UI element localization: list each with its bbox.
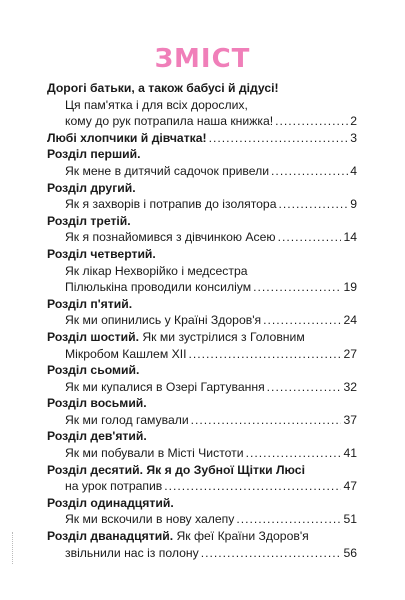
toc-entry-heading: Розділ шостий. (47, 329, 139, 344)
toc-entry-heading-line (47, 329, 357, 346)
toc-entry-heading: Розділ перший. (47, 147, 141, 162)
toc-entry-parents[interactable] (47, 80, 357, 130)
leader-dots (246, 445, 342, 462)
page-number: 32 (343, 379, 357, 394)
toc-entry-heading: Розділ одинадцятий. (47, 495, 174, 510)
toc-entry-text: Ця пам'ятка і для всіх дорослих, (65, 97, 248, 112)
toc-entry-heading: Розділ другий. (47, 180, 136, 195)
toc-entry-text: Як ми вскочили в нову халепу (65, 512, 235, 527)
toc-entry-chapter-10[interactable] (47, 462, 357, 495)
toc-entry-last-line (47, 279, 357, 296)
leader-dots (275, 113, 348, 130)
toc-entry-chapter-3[interactable] (47, 213, 357, 246)
page-number: 27 (343, 346, 357, 361)
toc-entry-text: кому до рук потрапила наша книжка! (65, 114, 274, 129)
toc-entry-chapter-7[interactable] (47, 362, 357, 395)
toc-entry-last-line (47, 545, 357, 562)
toc-entry-chapter-9[interactable] (47, 428, 357, 461)
toc-entry-heading: Розділ восьмий. (47, 396, 147, 411)
leader-dots (278, 196, 348, 213)
toc-entry-heading: Розділ десятий. Як я до Зубної Щітки Люсі (47, 462, 305, 477)
toc-entry-last-line (47, 412, 357, 429)
toc-entry-last-line (47, 445, 357, 462)
page-number: 37 (343, 412, 357, 427)
toc-entry-heading: Розділ четвертий. (47, 246, 156, 261)
page-number: 9 (350, 197, 357, 212)
page-number: 51 (343, 512, 357, 527)
toc-entry-text: Як ми голод гамували (65, 412, 189, 427)
toc-entry-last-line (47, 163, 357, 180)
leader-dots (278, 229, 342, 246)
toc-entry-heading-line (47, 528, 357, 545)
toc-entry-text: Пілюлькіна проводили консиліум (65, 280, 252, 295)
toc-entry-text: Як я захворів і потрапив до ізолятора (65, 197, 277, 212)
page-number: 56 (343, 545, 357, 560)
page-number: 47 (343, 479, 357, 494)
toc-entry-text: Як лікар Нехворійко і медсестра (65, 263, 248, 278)
leader-dots (253, 279, 341, 296)
page-number: 14 (343, 230, 357, 245)
leader-dots (263, 312, 341, 329)
toc-entry-text: Як ми побували в Місті Чистоти (65, 446, 244, 461)
page-number: 2 (350, 114, 357, 129)
page-number: 24 (343, 313, 357, 328)
toc-entry-heading: Розділ сьомий. (47, 363, 140, 378)
leader-dots (201, 545, 342, 562)
toc-entry-text: Як ми опинились у Країні Здоров'я (65, 313, 262, 328)
toc-entry-heading: Любі хлопчики й дівчатка! (47, 130, 207, 145)
toc-entry-text: на урок потрапив (65, 479, 163, 494)
toc-entry-text: Як ми купалися в Озері Гартування (65, 379, 265, 394)
toc-entry-chapter-2[interactable] (47, 180, 357, 213)
toc-entry-last-line (47, 196, 357, 213)
page-number: 19 (343, 280, 357, 295)
page-number: 41 (343, 446, 357, 461)
leader-dots (267, 379, 342, 396)
toc-entry-text: Мікробом Кашлем XII (65, 346, 187, 361)
toc-entry-children[interactable] (47, 130, 357, 147)
toc-entry-last-line (47, 511, 357, 528)
toc-entry-chapter-5[interactable] (47, 296, 357, 329)
toc-entry-chapter-12[interactable] (47, 528, 357, 561)
leader-dots (188, 346, 341, 363)
toc-entry-heading: Розділ дев'ятий. (47, 429, 147, 444)
leader-dots (236, 511, 341, 528)
toc-entry-text: звільнили нас із полону (65, 545, 199, 560)
leader-dots (164, 478, 341, 495)
toc-entry-text: Як феї Країни Здоров'я (173, 529, 309, 544)
toc-entry-chapter-8[interactable] (47, 395, 357, 428)
toc-entry-chapter-11[interactable] (47, 495, 357, 528)
toc-entry-last-line (47, 229, 357, 246)
toc-entry-heading: Розділ третій. (47, 213, 131, 228)
toc-entry-chapter-4[interactable] (47, 246, 357, 296)
margin-scan-mark (12, 532, 15, 564)
contents-title: ЗМІСТ (154, 44, 251, 74)
toc-entry-text: Як я познайомився з дівчинкою Асею (65, 230, 276, 245)
toc-entry-last-line (47, 346, 357, 363)
table-of-contents (47, 80, 357, 561)
toc-entry-text: Як ми зустрілися з Головним (138, 329, 305, 344)
toc-entry-heading: Розділ п'ятий. (47, 296, 133, 311)
page-number: 3 (350, 130, 357, 145)
toc-entry-heading: Розділ дванадцятий. (47, 529, 174, 544)
leader-dots (191, 412, 342, 429)
toc-entry-heading: Дорогі батьки, а також бабусі й дідусі! (47, 81, 279, 95)
toc-entry-chapter-6[interactable] (47, 329, 357, 362)
toc-entry-last-line (47, 130, 357, 147)
toc-entry-last-line (47, 113, 357, 130)
toc-entry-last-line (47, 379, 357, 396)
leader-dots (209, 130, 349, 147)
toc-entry-chapter-1[interactable] (47, 146, 357, 179)
toc-entry-text: Як мене в дитячий садочок привели (65, 163, 270, 178)
toc-entry-last-line (47, 478, 357, 495)
leader-dots (271, 163, 348, 180)
page-number: 4 (350, 163, 357, 178)
toc-entry-last-line (47, 312, 357, 329)
